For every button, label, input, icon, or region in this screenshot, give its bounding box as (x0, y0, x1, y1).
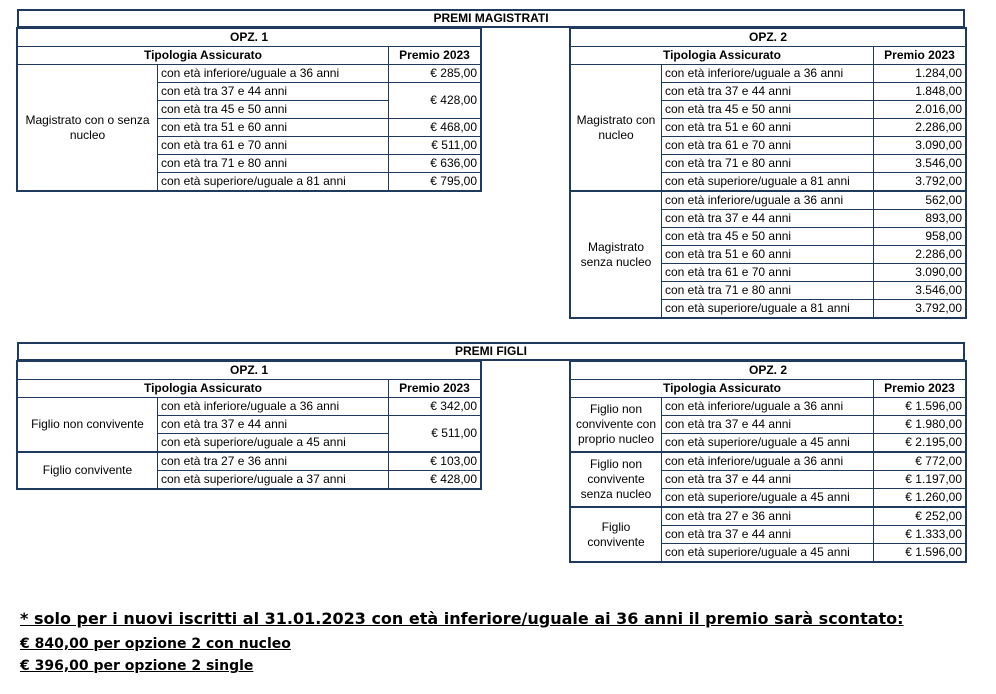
age-cell: con età superiore/uguale a 45 anni (158, 434, 389, 453)
premio-cell: € 1.596,00 (874, 398, 966, 416)
figli-opz1-table (17, 361, 481, 489)
premio-cell: € 103,00 (389, 452, 481, 471)
col-premio: Premio 2023 (389, 380, 481, 398)
premio-cell: 2.286,00 (874, 246, 966, 264)
group-label: Magistrato senza nucleo (571, 191, 662, 318)
age-cell: con età tra 71 e 80 anni (662, 155, 874, 173)
age-cell: con età tra 51 e 60 anni (662, 246, 874, 264)
magistrati-title: PREMI MAGISTRATI (17, 9, 965, 28)
col-premio: Premio 2023 (874, 380, 966, 398)
premio-cell: 3.792,00 (874, 173, 966, 192)
group-label: Magistrato con nucleo (571, 65, 662, 192)
age-cell: con età inferiore/uguale a 36 anni (158, 398, 389, 416)
discount-line-2: € 396,00 per opzione 2 single (20, 658, 254, 674)
premio-cell: € 1.260,00 (874, 489, 966, 508)
premio-cell: € 428,00 (389, 83, 481, 119)
premio-cell: € 772,00 (874, 452, 966, 471)
premio-cell: € 342,00 (389, 398, 481, 416)
col-tipologia: Tipologia Assicurato (18, 380, 389, 398)
age-cell: con età inferiore/uguale a 36 anni (662, 191, 874, 210)
age-cell: con età superiore/uguale a 81 anni (662, 173, 874, 192)
age-cell: con età tra 37 e 44 anni (662, 83, 874, 101)
age-cell: con età superiore/uguale a 81 anni (158, 173, 389, 191)
age-cell: con età tra 45 e 50 anni (662, 228, 874, 246)
group-label: Figlio non convivente con proprio nucleo (571, 398, 662, 453)
premio-cell: € 636,00 (389, 155, 481, 173)
age-cell: con età tra 37 e 44 anni (662, 471, 874, 489)
age-cell: con età tra 37 e 44 anni (158, 83, 389, 101)
premio-cell: 3.090,00 (874, 137, 966, 155)
age-cell: con età inferiore/uguale a 36 anni (662, 65, 874, 83)
col-tipologia: Tipologia Assicurato (18, 47, 389, 65)
discount-note: * solo per i nuovi iscritti al 31.01.2023 con età inferiore/uguale ai 36 anni il premio sarà scontato: (20, 609, 904, 628)
premio-cell: 562,00 (874, 191, 966, 210)
age-cell: con età tra 61 e 70 anni (662, 264, 874, 282)
age-cell: con età tra 61 e 70 anni (158, 137, 389, 155)
age-cell: con età superiore/uguale a 45 anni (662, 489, 874, 508)
figli-opz2-label: OPZ. 2 (571, 362, 966, 380)
magistrati-opz2-label: OPZ. 2 (571, 29, 966, 47)
figli-opz2-table (570, 361, 966, 562)
premio-cell: € 511,00 (389, 137, 481, 155)
age-cell: con età tra 27 e 36 anni (158, 452, 389, 471)
premio-cell: 1.848,00 (874, 83, 966, 101)
age-cell: con età tra 37 e 44 anni (662, 210, 874, 228)
group-label: Figlio convivente (18, 452, 158, 489)
premio-cell: 3.546,00 (874, 155, 966, 173)
age-cell: con età tra 61 e 70 anni (662, 137, 874, 155)
age-cell: con età inferiore/uguale a 36 anni (662, 452, 874, 471)
premio-cell: 3.546,00 (874, 282, 966, 300)
premio-cell: 3.090,00 (874, 264, 966, 282)
premio-cell: 2.286,00 (874, 119, 966, 137)
premio-cell: € 252,00 (874, 507, 966, 526)
age-cell: con età inferiore/uguale a 36 anni (158, 65, 389, 83)
premio-cell: € 1.333,00 (874, 526, 966, 544)
premio-cell: € 428,00 (389, 471, 481, 489)
col-tipologia: Tipologia Assicurato (571, 380, 874, 398)
premio-cell: € 468,00 (389, 119, 481, 137)
age-cell: con età tra 51 e 60 anni (158, 119, 389, 137)
premio-cell: € 511,00 (389, 416, 481, 453)
group-label: Figlio convivente (571, 507, 662, 562)
col-premio: Premio 2023 (874, 47, 966, 65)
age-cell: con età tra 37 e 44 anni (662, 416, 874, 434)
age-cell: con età tra 51 e 60 anni (662, 119, 874, 137)
magistrati-opz2-table (570, 28, 966, 318)
premio-cell: € 1.596,00 (874, 544, 966, 562)
premio-cell: € 1.197,00 (874, 471, 966, 489)
premio-cell: 1.284,00 (874, 65, 966, 83)
age-cell: con età inferiore/uguale a 36 anni (662, 398, 874, 416)
age-cell: con età superiore/uguale a 45 anni (662, 544, 874, 562)
age-cell: con età tra 37 e 44 anni (158, 416, 389, 434)
discount-line-1: € 840,00 per opzione 2 con nucleo (20, 636, 291, 652)
premio-cell: 3.792,00 (874, 300, 966, 318)
col-tipologia: Tipologia Assicurato (571, 47, 874, 65)
figli-opz1-label: OPZ. 1 (18, 362, 481, 380)
premio-cell: 893,00 (874, 210, 966, 228)
premio-cell: € 285,00 (389, 65, 481, 83)
age-cell: con età tra 45 e 50 anni (662, 101, 874, 119)
age-cell: con età superiore/uguale a 81 anni (662, 300, 874, 318)
age-cell: con età tra 71 e 80 anni (662, 282, 874, 300)
age-cell: con età tra 45 e 50 anni (158, 101, 389, 119)
age-cell: con età tra 27 e 36 anni (662, 507, 874, 526)
group-label: Figlio non convivente (18, 398, 158, 453)
figli-title: PREMI FIGLI (17, 342, 965, 361)
premio-cell: € 1.980,00 (874, 416, 966, 434)
premio-cell: € 795,00 (389, 173, 481, 191)
col-premio: Premio 2023 (389, 47, 481, 65)
magistrati-opz1-table (17, 28, 481, 191)
age-cell: con età superiore/uguale a 45 anni (662, 434, 874, 453)
magistrati-opz1-label: OPZ. 1 (18, 29, 481, 47)
group-label: Figlio non convivente senza nucleo (571, 452, 662, 507)
premio-cell: 958,00 (874, 228, 966, 246)
group-label: Magistrato con o senza nucleo (18, 65, 158, 191)
age-cell: con età tra 71 e 80 anni (158, 155, 389, 173)
premio-cell: 2.016,00 (874, 101, 966, 119)
age-cell: con età tra 37 e 44 anni (662, 526, 874, 544)
age-cell: con età superiore/uguale a 37 anni (158, 471, 389, 489)
premio-cell: € 2.195,00 (874, 434, 966, 453)
